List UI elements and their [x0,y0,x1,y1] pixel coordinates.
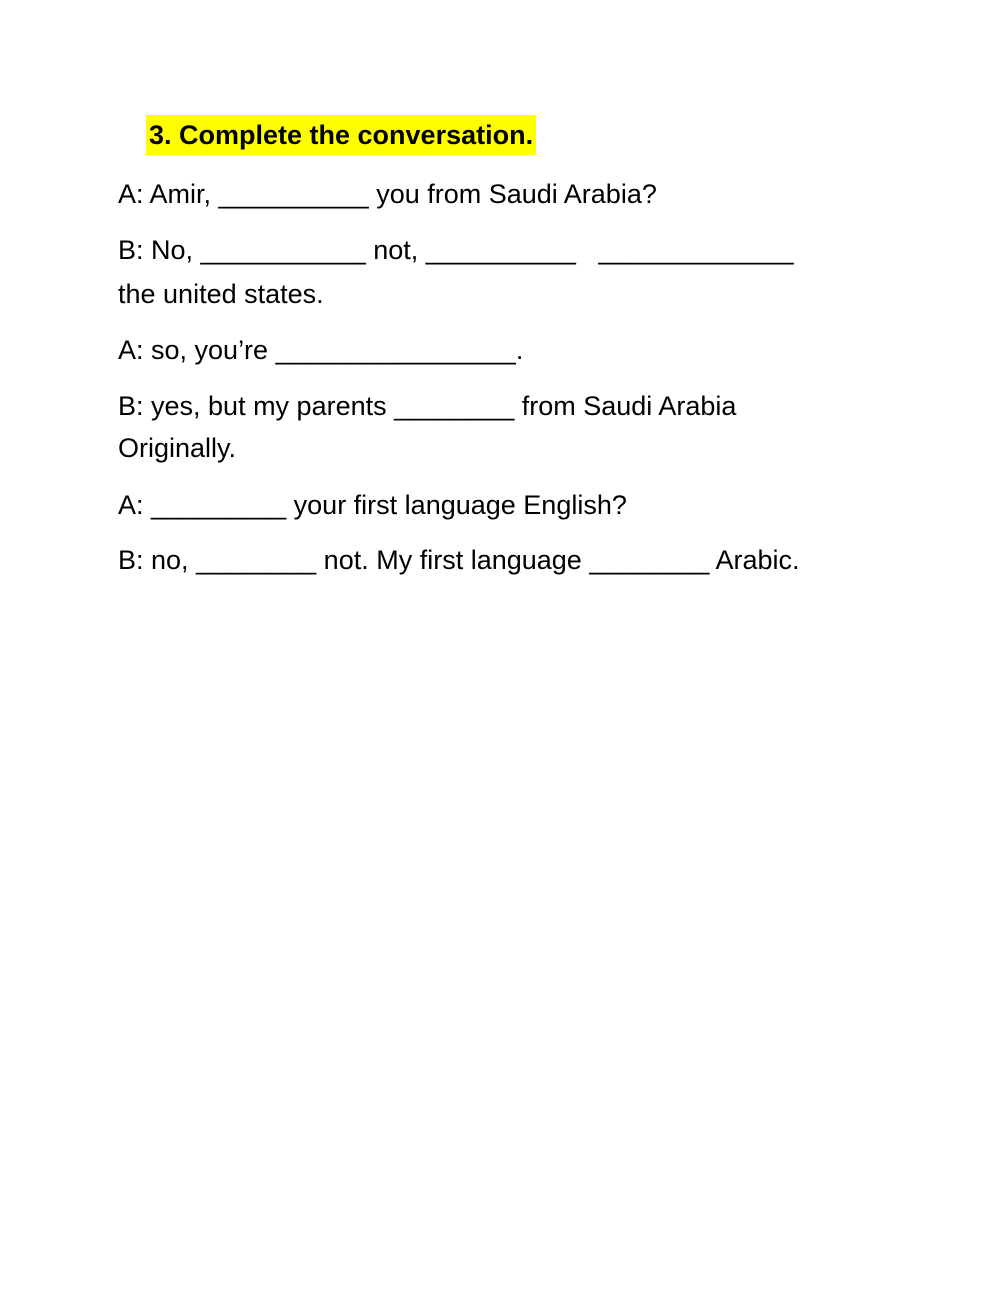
conversation-line-4-continued: Originally. [118,433,237,463]
conversation-line-2-continued: the united states. [118,279,324,309]
conversation-line-1: A: Amir, __________ you from Saudi Arabia? [118,179,657,209]
exercise-heading: 3. Complete the conversation. [146,115,536,155]
conversation-line-5: A: _________ your first language English? [118,490,627,520]
conversation-line-4: B: yes, but my parents ________ from Saudi Arabia [118,391,737,421]
conversation-line-3: A: so, you’re ________________. [118,335,524,365]
conversation-line-6: B: no, ________ not. My first language ________ Arabic. [118,545,800,575]
conversation-line-2: B: No, ___________ not, __________ _____________ [118,235,794,265]
